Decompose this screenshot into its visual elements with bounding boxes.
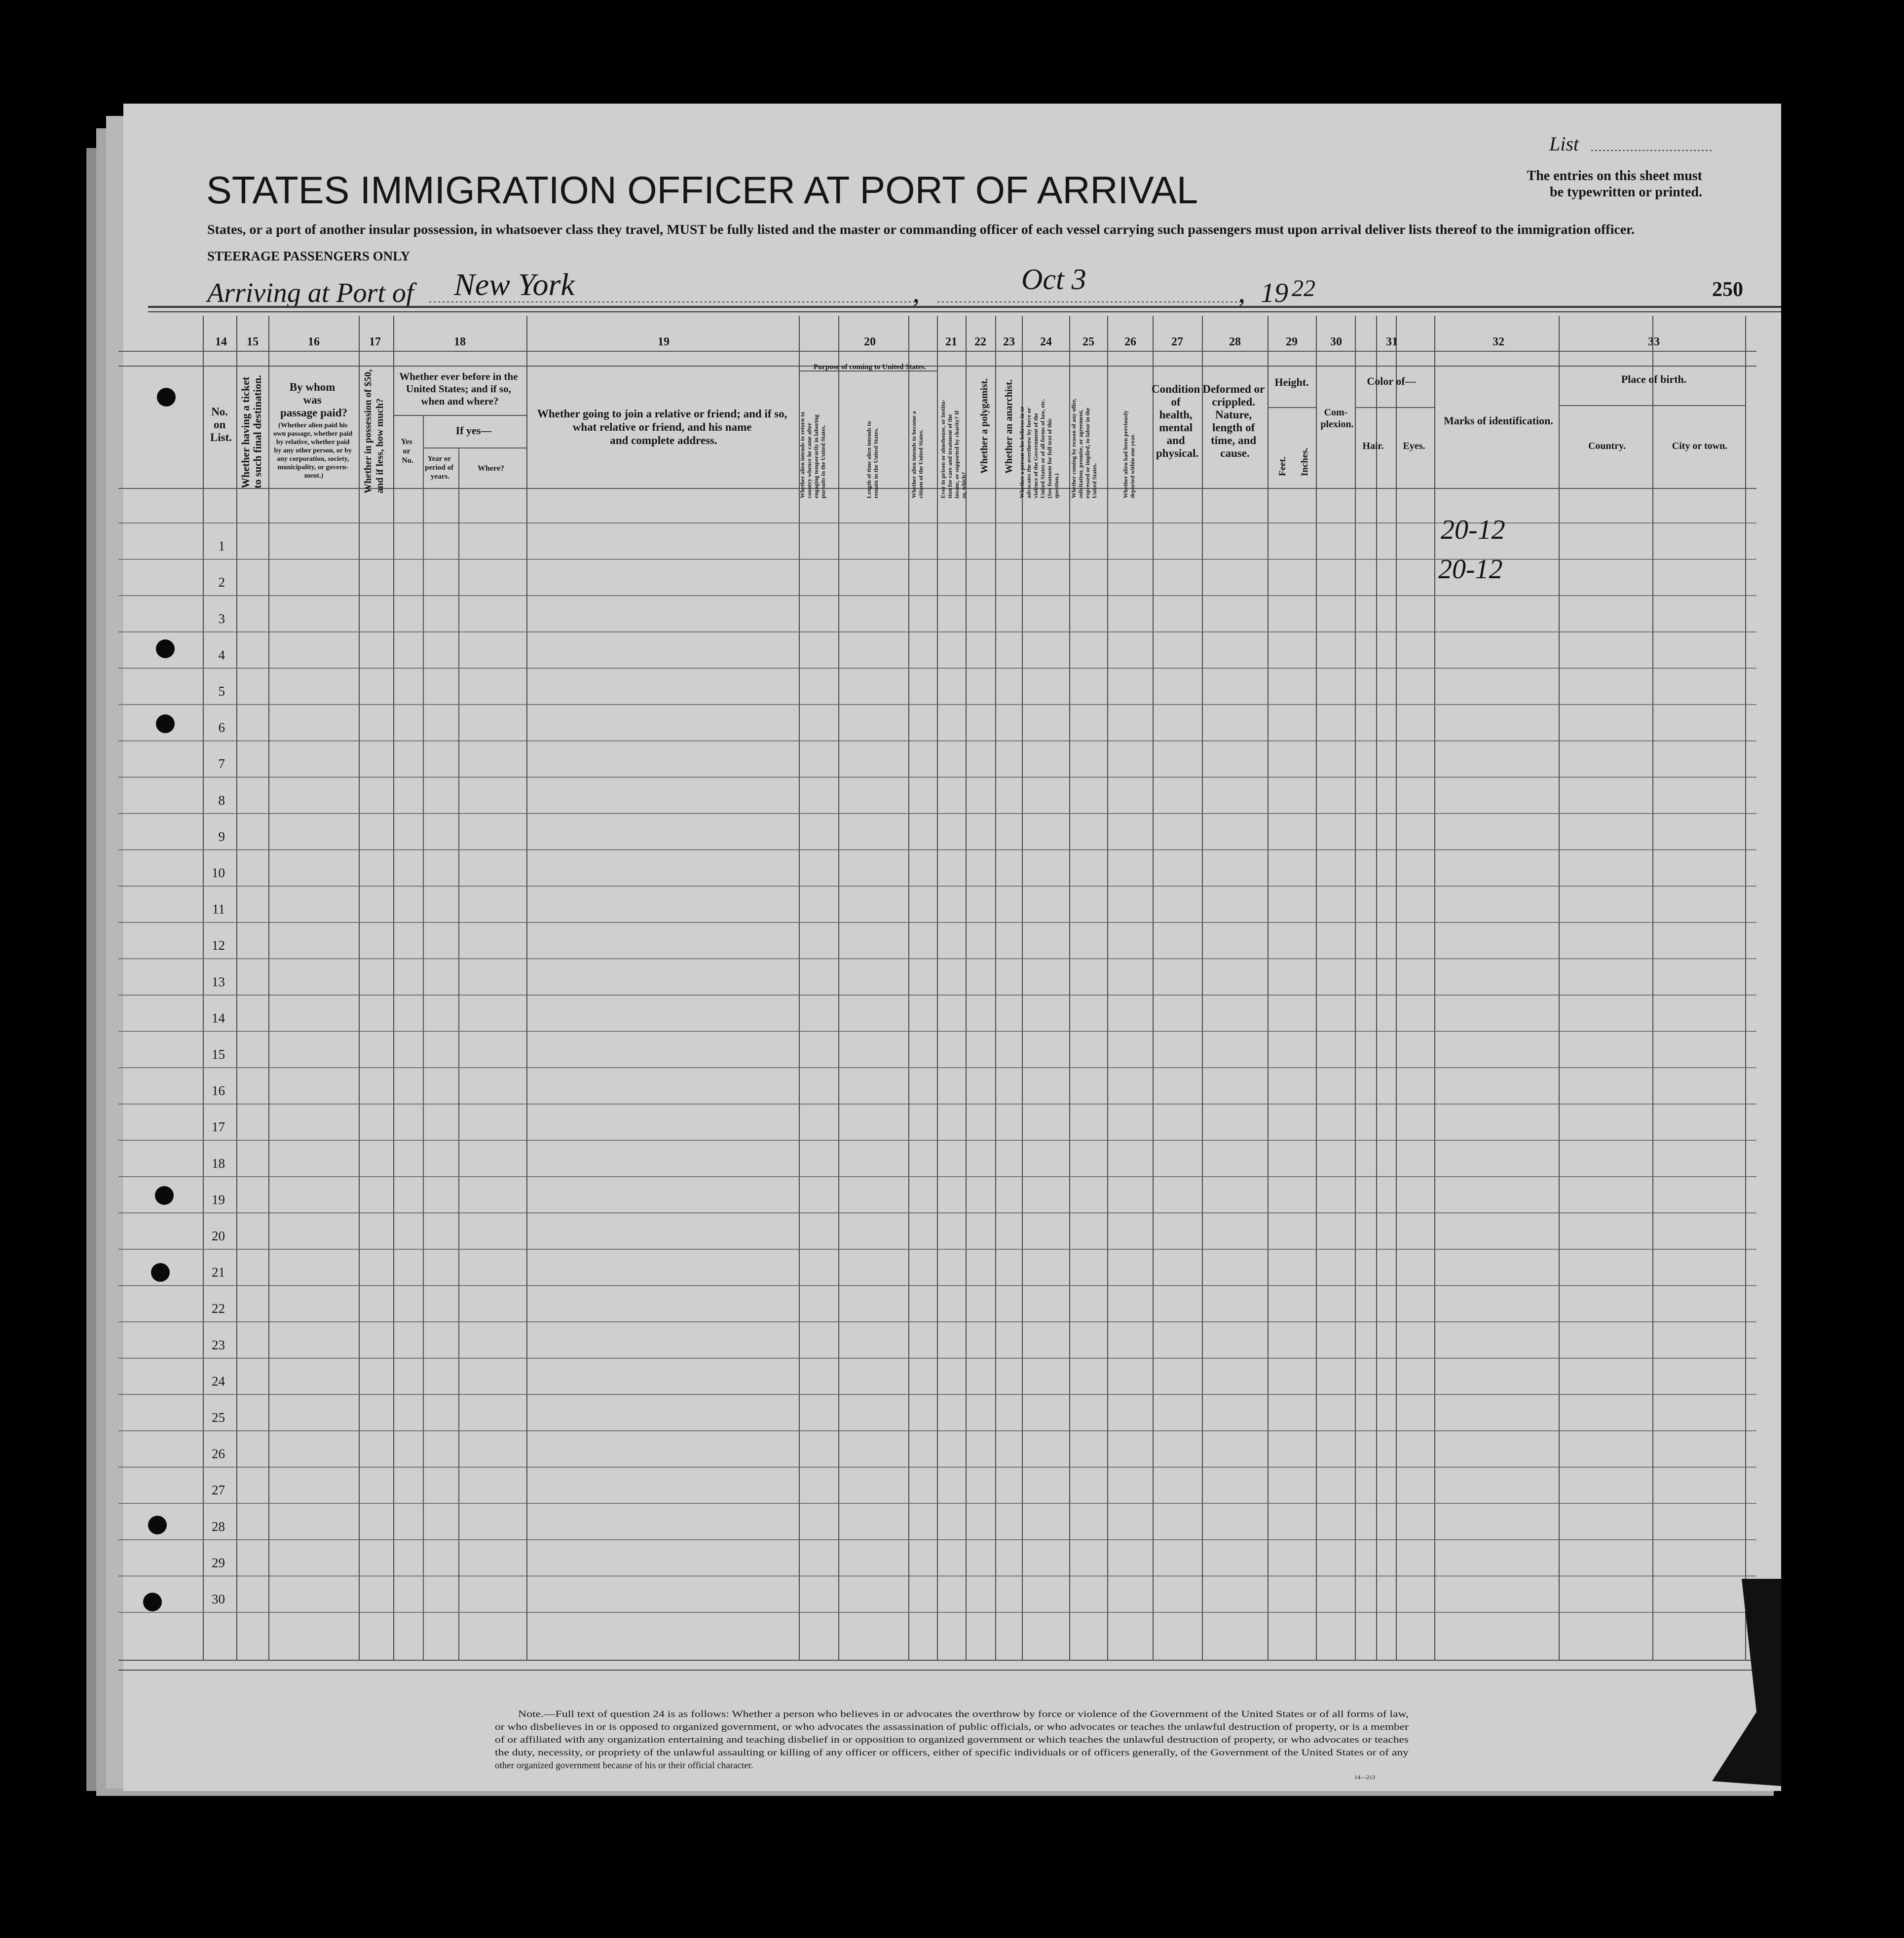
row-number: 29 (212, 1555, 225, 1570)
c16-heading: By whom was passage paid? (280, 381, 348, 419)
column-number: 14 (215, 335, 227, 348)
handwritten-year: 22 (1292, 275, 1315, 301)
column-number: 24 (1040, 335, 1052, 348)
column-number: 20 (864, 335, 876, 348)
c18-yes-or-no: Yes or No. (401, 438, 413, 465)
column-headings (210, 363, 1727, 498)
manifest-grid (118, 307, 1781, 1670)
handwritten-mark: 20-12 (1438, 554, 1503, 585)
torn-corner (1712, 1579, 1781, 1786)
c29-heading: Height. (1274, 376, 1309, 388)
row-number: 19 (212, 1192, 225, 1207)
c32-heading: Marks of identification. (1444, 414, 1553, 427)
punch-hole (148, 1516, 167, 1534)
row-number: 20 (212, 1229, 225, 1243)
row-number: 10 (212, 865, 225, 880)
handwritten-date: Oct 3 (1021, 263, 1086, 296)
row-number: 17 (212, 1119, 225, 1135)
list-label: List (1549, 133, 1579, 155)
row-number: 15 (212, 1047, 225, 1062)
row-number: 12 (212, 938, 225, 953)
row-number: 5 (218, 684, 225, 699)
column-number: 25 (1083, 335, 1094, 348)
entries-note: be typewritten or printed. (1550, 185, 1702, 200)
column-number: 18 (454, 335, 466, 348)
punch-hole (151, 1263, 170, 1282)
row-number: 25 (212, 1410, 225, 1425)
c19-heading: Whether going to join a relative or friend; and if so, what relative or friend, and his name and complete address. (537, 408, 787, 447)
c31-eyes: Eyes. (1403, 441, 1425, 451)
page-number: 250 (1712, 278, 1743, 301)
row-numbers (212, 539, 225, 1606)
c33-city: City or town. (1672, 441, 1728, 451)
handwritten-marks (1438, 515, 1505, 585)
column-number: 33 (1648, 335, 1660, 348)
c18-year: Year or period of years. (425, 455, 454, 481)
column-number: 28 (1229, 335, 1241, 348)
comma: , (1238, 278, 1245, 308)
row-number: 9 (218, 829, 225, 844)
column-number: 32 (1493, 335, 1504, 348)
row-number: 30 (212, 1592, 225, 1606)
row-number: 13 (212, 974, 225, 989)
column-number: 17 (369, 335, 381, 348)
column-number: 22 (974, 335, 986, 348)
row-number: 8 (218, 792, 225, 808)
c30-heading: Com- plexion. (1320, 407, 1354, 430)
c31-hair: Hair. (1362, 441, 1384, 451)
c20-heading: Purpose of coming to United States. (813, 363, 927, 371)
c33-heading: Place of birth. (1621, 373, 1687, 385)
c20b-heading: Length of time alien intends to remain in the United States. (865, 421, 879, 498)
footnote-line: the duty, necessity, or propriety of the unlawful assaulting or killing of any officer or officers, either of specific individuals or of officers generally, of the Government of the United States or of any (495, 1748, 1409, 1758)
row-number: 22 (212, 1301, 225, 1316)
c20c-heading: Whether alien intends to become a citizen of the United States. (910, 411, 924, 498)
c18-if-yes: If yes— (455, 424, 492, 437)
column-number: 16 (308, 335, 320, 348)
arriving-label: Arriving at Port of (207, 278, 414, 308)
handwritten-mark: 20-12 (1441, 515, 1505, 545)
c18-where: Where? (478, 464, 504, 473)
row-number: 26 (212, 1446, 225, 1461)
footnote (495, 1709, 1409, 1781)
c23-heading: Whether an anarchist. (1004, 379, 1014, 474)
punch-hole (155, 1186, 174, 1205)
row-number: 23 (212, 1337, 225, 1352)
c20a-heading: Whether alien intends to return to country whence he came after engaging temporarily in laboring pursuits in the United States. (799, 411, 826, 498)
footnote-line: of or affiliated with any organization entertaining and teaching disbelief in or opposition to organized government or which teaches the unlawful destruction of property, or who advocates or teaches (495, 1735, 1409, 1745)
c24-heading: Whether a person who believes in or advocates the overthrow by force or violence of the Government of the United States or of all forms of law, etc. (See footnote for full text of this question.) (1018, 399, 1060, 498)
instruction-text: States, or a port of another insular possession, in whatsoever class they travel, MUST be fully listed and the master or commanding officer of each vessel carrying such passengers must upon arrival deliver lists thereof to the immigration officer. (207, 222, 1635, 237)
column-number: 29 (1286, 335, 1298, 348)
page-title: STATES IMMIGRATION OFFICER AT PORT OF ARRIVAL (206, 168, 1198, 212)
row-number: 18 (212, 1155, 225, 1171)
column-number: 26 (1124, 335, 1136, 348)
column-number: 30 (1330, 335, 1342, 348)
punch-hole (156, 639, 175, 658)
column-number: 21 (945, 335, 957, 348)
footnote-line: or who disbelieves in or is opposed to organized government, or who advocates the assassination of public officials, or who advocates or teaches the unlawful destruction of property, or is a member (495, 1722, 1409, 1732)
c15-heading: Whether having a ticket to such final destination. (239, 375, 263, 488)
row-number: 28 (212, 1519, 225, 1534)
form-header (205, 133, 1743, 308)
c17-heading: Whether in possession of $50, and if less, how much? (363, 369, 385, 493)
column-number: 15 (247, 335, 259, 348)
footnote-line: other organized government because of his or their official character. (495, 1760, 753, 1771)
comma: , (913, 278, 920, 308)
punch-hole (156, 714, 175, 733)
punch-hole (157, 388, 176, 407)
row-number: 14 (212, 1010, 225, 1026)
footnote-line: Note.—Full text of question 24 is as follows: Whether a person who believes in or advocates the overthrow by force or violence of the Government of the United States or of all forms of law, (518, 1709, 1409, 1719)
c18-heading: Whether ever before in the United States; and if so, when and where? (399, 371, 518, 407)
row-number: 4 (218, 647, 225, 663)
c26-heading: Whether alien had been previously deported within one year. (1122, 410, 1136, 498)
column-number: 31 (1386, 335, 1398, 348)
row-number: 27 (212, 1483, 225, 1498)
c16-note: (Whether alien paid his own passage, whether paid by relative, whether paid by any other person, or by any corporation, society, municipality, or govern- ment.) (273, 422, 353, 480)
column-number: 23 (1003, 335, 1015, 348)
c33-country: Country. (1588, 441, 1626, 451)
c14-heading: No. on List. (210, 406, 232, 444)
row-number: 24 (212, 1374, 225, 1389)
c29-inches: Inches. (1300, 447, 1310, 476)
c22-heading: Whether a polygamist. (979, 378, 990, 474)
handwritten-port: New York (454, 267, 575, 302)
punch-hole (143, 1593, 162, 1611)
row-number: 11 (212, 901, 225, 917)
row-number: 3 (218, 611, 225, 626)
row-number: 21 (212, 1265, 225, 1280)
class-label: STEERAGE PASSENGERS ONLY (207, 249, 411, 263)
c29-feet: Feet. (1277, 456, 1288, 476)
c25-heading: Whether coming by reason of any offer, solicitation, promise, or agreement, expressed or implied, to labor in the United States. (1070, 398, 1098, 498)
c28-heading: Deformed or crippled. Nature, length of time, and cause. (1202, 383, 1265, 459)
column-number: 27 (1171, 335, 1183, 348)
row-number: 2 (218, 575, 225, 590)
row-number: 1 (218, 538, 225, 554)
entries-note: The entries on this sheet must (1527, 168, 1702, 184)
column-number: 19 (658, 335, 670, 348)
form-number: 14—213 (1354, 1774, 1375, 1781)
row-number: 6 (218, 720, 225, 735)
c27-heading: Condition of health, mental and physical. (1151, 383, 1200, 459)
year-prefix: 19 (1261, 278, 1288, 308)
c31-heading: Color of— (1367, 375, 1416, 387)
row-number: 7 (218, 756, 225, 772)
row-number: 16 (212, 1083, 225, 1098)
c21-heading: Ever in prison or almshouse, or institu- tion for care and treatment of the insane, or supported by charity? If so, which? (939, 399, 967, 498)
